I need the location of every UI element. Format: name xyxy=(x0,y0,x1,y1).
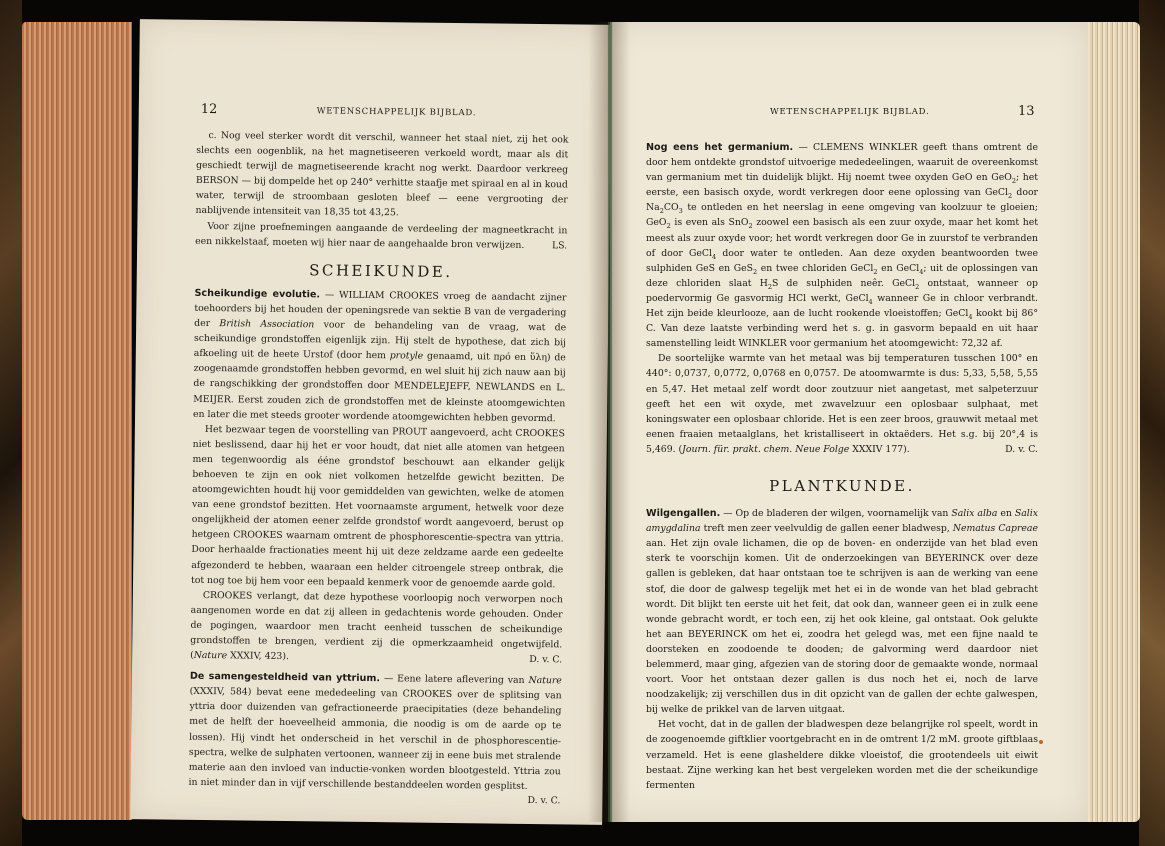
evolutie-heading: Scheikundige evolutie. xyxy=(194,287,321,301)
wilgen-c: aan. Het zijn ovale lichamen, die op de boven- en onderzijde van het blad even sterk te voorschijn komen. Uit de onderzoekingen van BEYERINCK over deze gallen is gebleken, dat haar ontstaan toe te schrijven is aan de werking van eene stof, die door de galwesp tegelijk met het ei in de wonde van het blad gebracht wordt. Dit blijkt ten eerste uit het feit, dat ook dan, wanneer geen ei in zulk eene wonde gebracht wordt, er toch een, zij het ook kleine, gal ontstaat. Ook gelukte het aan BEYERINCK om het ei, zoodra het gelegd was, met een fijne naald te doorsteken en zoodoende te dooden; de galvorming werd daardoor niet belemmerd, maar ging, afgezien van de storing door de gemaakte wonde, normaal voort. Voor het ontstaan dezer gallen is dus noch het ei, noch de larve noodzakelijk; zij verschillen dus in dit opzicht van de gallen der echte galwespen, bij welke de prikkel van de larven uitgaat. xyxy=(646,538,1038,716)
wilgen-a: — Op de bladeren der wilgen, voornamelijk van xyxy=(723,508,949,520)
evolutie-italic-1: British Association xyxy=(219,318,315,331)
evolutie-text-b: voor de behandeling van de vraag, wat de scheikundige grondstoffen eigenlijk zijn. Hij stelt de hypothese, dat zich bij afkoeling uit de heete Urstof (door hem xyxy=(193,319,567,362)
magnet-paragraph-2 xyxy=(195,218,567,253)
evolutie-text-3b: XXXIV, 423). xyxy=(230,650,290,663)
page-number-left: 12 xyxy=(200,101,218,118)
signature-germanium: D. v. C. xyxy=(1005,443,1038,455)
ink-spot xyxy=(1039,740,1043,744)
marbled-cover-left xyxy=(0,0,22,846)
germanium-b: ; het eerste, een basisch oxyde, wordt verkregen door eene oplossing van GeCl xyxy=(646,172,1038,199)
evolutie-paragraph-2: Het bezwaar tegen de voorstelling van PROUT aangevoerd, acht CROOKES niet beslissend, daar hij het er voor houdt, dat niet alle atomen van hetgeen men tegenwoordig als ééne grondstof beschouwt aan elkander gelijk behoeven te zijn en ook niet volkomen hetzelfde gewicht bezitten. De atoomgewichten houdt hij voor gemiddelden van gewichten, welke de atomen van eene grondstof bezitten. Het voornaamste argument, hetwelk voor deze ongelijkheid der atomen eener zelfde grondstof wordt aangevoerd, berust op hetgeen CROOKES waarnam omtrent de phosphorescentie-spectra van yttria. Door herhaalde fractionaties meent hij uit deze zeldzame aarde een gedeelte afgezonderd te hebben, waaraan een helder citroengele streep ontbrak, die tot nog toe bij hem voor een bepaald kenmerk voor de genoemde aarde gold. xyxy=(190,423,565,590)
germanium-p2-a: De soortelijke warmte van het metaal was bij temperaturen tusschen 100° en 440°: 0,0737, 0,0772, 0,0768 en 0,0757. De atoomwarmte is dus: 5,33, 5,58, 5,55 en 5,47. Het metaal zelf wordt door zoutzuur niet aangetast, met salpeterzuur geeft het een wit oxyde, met zwavelzuur een oplosbaar sulphaat, met koningswater een oplosbaar chloride. Het is een zeer broos, grauwwit metaal met eenen fraaien metaalglans, het kristalliseert in oktaëders. Het s.g. bij 20°,4 is 5,469. ( xyxy=(646,353,1038,455)
germanium-n: wanneer Ge in chloor verbrandt. Het zijn beide kleurlooze, aan de lucht rookende vloeistoffen; GeCl xyxy=(646,292,1038,320)
germanium-d: CO xyxy=(663,202,679,214)
running-head-left: WETENSCHAPPELIJK BIJBLAD. xyxy=(316,106,477,119)
page-edges-left xyxy=(22,22,132,820)
wilgen-en: en xyxy=(1000,508,1012,520)
wilgen-italic-1: Salix alba xyxy=(951,508,998,520)
germanium-p2-b: XXXIV 177). xyxy=(852,443,910,455)
germanium-a: — CLEMENS WINKLER geeft thans omtrent de door hem ontdekte grondstof uitvoerige mededeelingen, waaruit de overeenkomst van germanium met tin duidelijk blijkt. Hij noemt twee oxyden GeO en GeO xyxy=(646,142,1039,184)
germanium-h: door water te ontleden. Aan deze oxyden beantwoorden twee sulphiden GeS en GeS xyxy=(646,247,1038,274)
wilgen-b: treft men zeer veelvuldig de gallen eener bladwesp, xyxy=(703,523,950,535)
page-edges-right xyxy=(1085,22,1140,822)
left-column xyxy=(188,128,568,809)
evolutie-paragraph-1 xyxy=(193,286,567,426)
evolutie-italic-2: protyle xyxy=(389,350,424,362)
germanium-italic: Journ. für. prakt. chem. Neue Folge xyxy=(682,443,850,455)
germanium-l: S de sulphiden neêr. GeCl xyxy=(771,277,916,289)
germanium-g: zoowel een basisch als een zuur oxyde, maar het komt het meest als zuur oxyde voor; het wordt verkregen door Ge in zuurstof te verbranden of door GeCl xyxy=(646,217,1038,259)
germanium-o: kookt bij 86° C. Van deze laatste verbinding werd het s. g. in gasvorm bepaald en uit haar samenstelling leidt WINKLER voor germanium het atoomgewicht: 72,32 af. xyxy=(646,308,1038,350)
spine-band xyxy=(608,22,612,822)
germanium-heading: Nog eens het germanium. xyxy=(646,142,794,153)
germanium-e: te ontleden en het neerslag in eene omgeving van koolzuur te gloeien; GeO xyxy=(646,202,1038,229)
wilgengallen-paragraph-2 xyxy=(646,717,1038,792)
page-number-right: 13 xyxy=(1018,104,1035,119)
yttrium-text-a: — Eene latere aflevering van xyxy=(383,673,525,687)
wilgen-fraction: 1/2 xyxy=(920,734,936,746)
signature-yttrium: D. v. C. xyxy=(527,794,561,807)
evolutie-text-c: genaamd, uit πρό en ὕλη) de zoogenaamde grondstoffen hebben gevormd, en wel sluit hij zich nauw aan bij de rangschikking der grondstoffen door MENDELEJEFF, NEWLANDS en L. MEIJER. Eerst zouden zich de grondstoffen met de kleinste atoomgewichten en later die met steeds grooter wordende atoomgewichten hebben gevormd. xyxy=(193,350,566,424)
section-title-scheikunde: SCHEIKUNDE. xyxy=(309,260,453,281)
yttrium-italic: Nature xyxy=(528,675,562,687)
evolutie-italic-3: Nature xyxy=(193,649,228,662)
wilgengallen-paragraph-1 xyxy=(646,506,1038,717)
germanium-k: ; uit de oplossingen van deze chloriden slaat H xyxy=(646,262,1038,289)
right-column xyxy=(646,140,1038,793)
germanium-f: is even als SnO xyxy=(674,217,749,229)
running-head-right: WETENSCHAPPELIJK BIJBLAD. xyxy=(770,107,930,117)
evolutie-text-a: — WILLIAM CROOKES vroeg de aandacht zijner toehoorders bij het houden der openingsrede van sektie B van de vergadering der xyxy=(194,289,567,330)
magnet-paragraph: c. Nog veel sterker wordt dit verschil, wanneer het staal niet, zij het ook slechts een oogenblik, na het magnetiseeren verkoeld wordt, maar als dit geschiedt terwijl de magnetiseerende kracht nog werkt. Daardoor verkreeg BERSON — bij dompelde het op 240° verhitte staafje met spiraal en al in koud water, terwijl de stroombaan gesloten bleef — eene vergrooting der nablijvende intensiteit van 18,35 tot 43,25. xyxy=(195,129,569,219)
germanium-m: ontstaat, wanneer op poedervormig Ge gasvormig HCl werkt, GeCl xyxy=(646,277,1038,304)
wilgen-italic-2: Salix amygdalina xyxy=(646,508,1038,535)
signature-ls: LS. xyxy=(551,239,568,252)
magnet-text-2: Voor zijne proefnemingen aangaande de verdeeling der magneetkracht in een nikkelstaaf, moeten wij hier naar de aangehaalde bron verwijzen. xyxy=(195,220,568,251)
wilgengallen-heading: Wilgengallen. xyxy=(646,508,721,520)
evolutie-text-3a: CROOKES verlangt, dat deze hypothese voorloopig noch verworpen noch aangenomen worde en dat zij alleen in gedachtenis worde gehouden. Onder de pogingen, waardoor men tracht eenheid tusschen de scheikundige grondstoffen te brengen, verdient zij die opmerkzaamheid ongetwijfeld. ( xyxy=(190,589,563,661)
right-page xyxy=(610,22,1088,822)
germanium-j: en GeCl xyxy=(881,262,920,274)
wilgen-p2-b: mM. groote giftblaas verzameld. Het is eene glasheldere dikke vloeistof, die grootendeels uit eiwit bestaat. Zijne werking kan het best vergeleken worden met die der scheikundige fermenten xyxy=(646,734,1038,791)
germanium-c: door Na xyxy=(646,187,1038,214)
marbled-cover-right xyxy=(1139,0,1165,846)
evolutie-paragraph-3 xyxy=(190,588,563,668)
yttrium-text-b: (XXXIV, 584) bevat eene mededeeling van CROOKES over de splitsing van yttria door duizenden van gefractioneerde praecipitaties (deze behandeling met de helft der hoeveelheid ammonia, die noodig is om de aarde op te lossen). Hij vindt het onderscheid in het verschil in de phosphorescentie-spectra, welke de sulphaten vertoonen, wanneer zij in eene buis met stralende materie aan den invloed van inductie-vonken worden blootgesteld. Yttria zou in niet minder dan in vijf verschillende bestanddeelen worden gesplitst. xyxy=(188,686,562,792)
wilgen-italic-3: Nematus Capreae xyxy=(952,523,1038,535)
yttrium-heading: De samengesteldheid van yttrium. xyxy=(189,670,381,685)
left-page xyxy=(130,19,612,825)
germanium-paragraph-1: Nog eens het germanium. — CLEMENS WINKLER geeft thans omtrent de door hem ontdekte grondstof uitvoerige mededeelingen, waaruit de overeenkomst van germanium met tin duidelijk blijkt. Hij noemt twee oxyden GeO en GeO$_2$; het eerste, een basisch oxyde, wordt verkregen door eene oplossing van GeCl$_2$ door $Na_2CO_3$ te ontleden en het neerslag in eene omgeving van koolzuur te gloeien; GeO$_2$ is even als SnO$_2$ zoowel een basisch als een zuur oxyde, maar het komt het meest als zuur oxyde voor; het wordt verkregen door Ge in zuurstof te verbranden of door GeCl$_4$ door water te ontleden. Aan deze oxyden beantwoorden twee sulphiden GeS en GeS$_2$ en twee chloriden GeCl$_2$ en GeCl$_4$; uit de oplossingen van deze chloriden slaat $H_2S$ de sulphiden neêr. GeCl$_2$ ontstaat, wanneer op poedervormig Ge gasvormig HCl werkt, GeCl$_4$ wanneer Ge in chloor verbrandt. Het zijn beide kleurlooze, aan de lucht rookende vloeistoffen; GeCl$_4$ kookt bij 86° C. Van deze laatste verbinding werd het s. g. in gasvorm bepaald en uit haar samenstelling leidt WINKLER voor germanium het atoomgewicht: 72,32 af. xyxy=(646,142,1039,350)
yttrium-paragraph xyxy=(188,669,561,794)
section-title-plantkunde: PLANTKUNDE. xyxy=(769,476,915,495)
signature-evolutie: D. v. C. xyxy=(529,654,563,666)
germanium-i: en twee chloriden GeCl xyxy=(760,262,874,274)
germanium-paragraph-2 xyxy=(646,351,1038,457)
wilgen-p2-a: Het vocht, dat in de gallen der bladwespen deze belangrijke rol speelt, wordt in de zoogenoemde giftklier voortgebracht en in de omtrent xyxy=(646,719,1038,746)
